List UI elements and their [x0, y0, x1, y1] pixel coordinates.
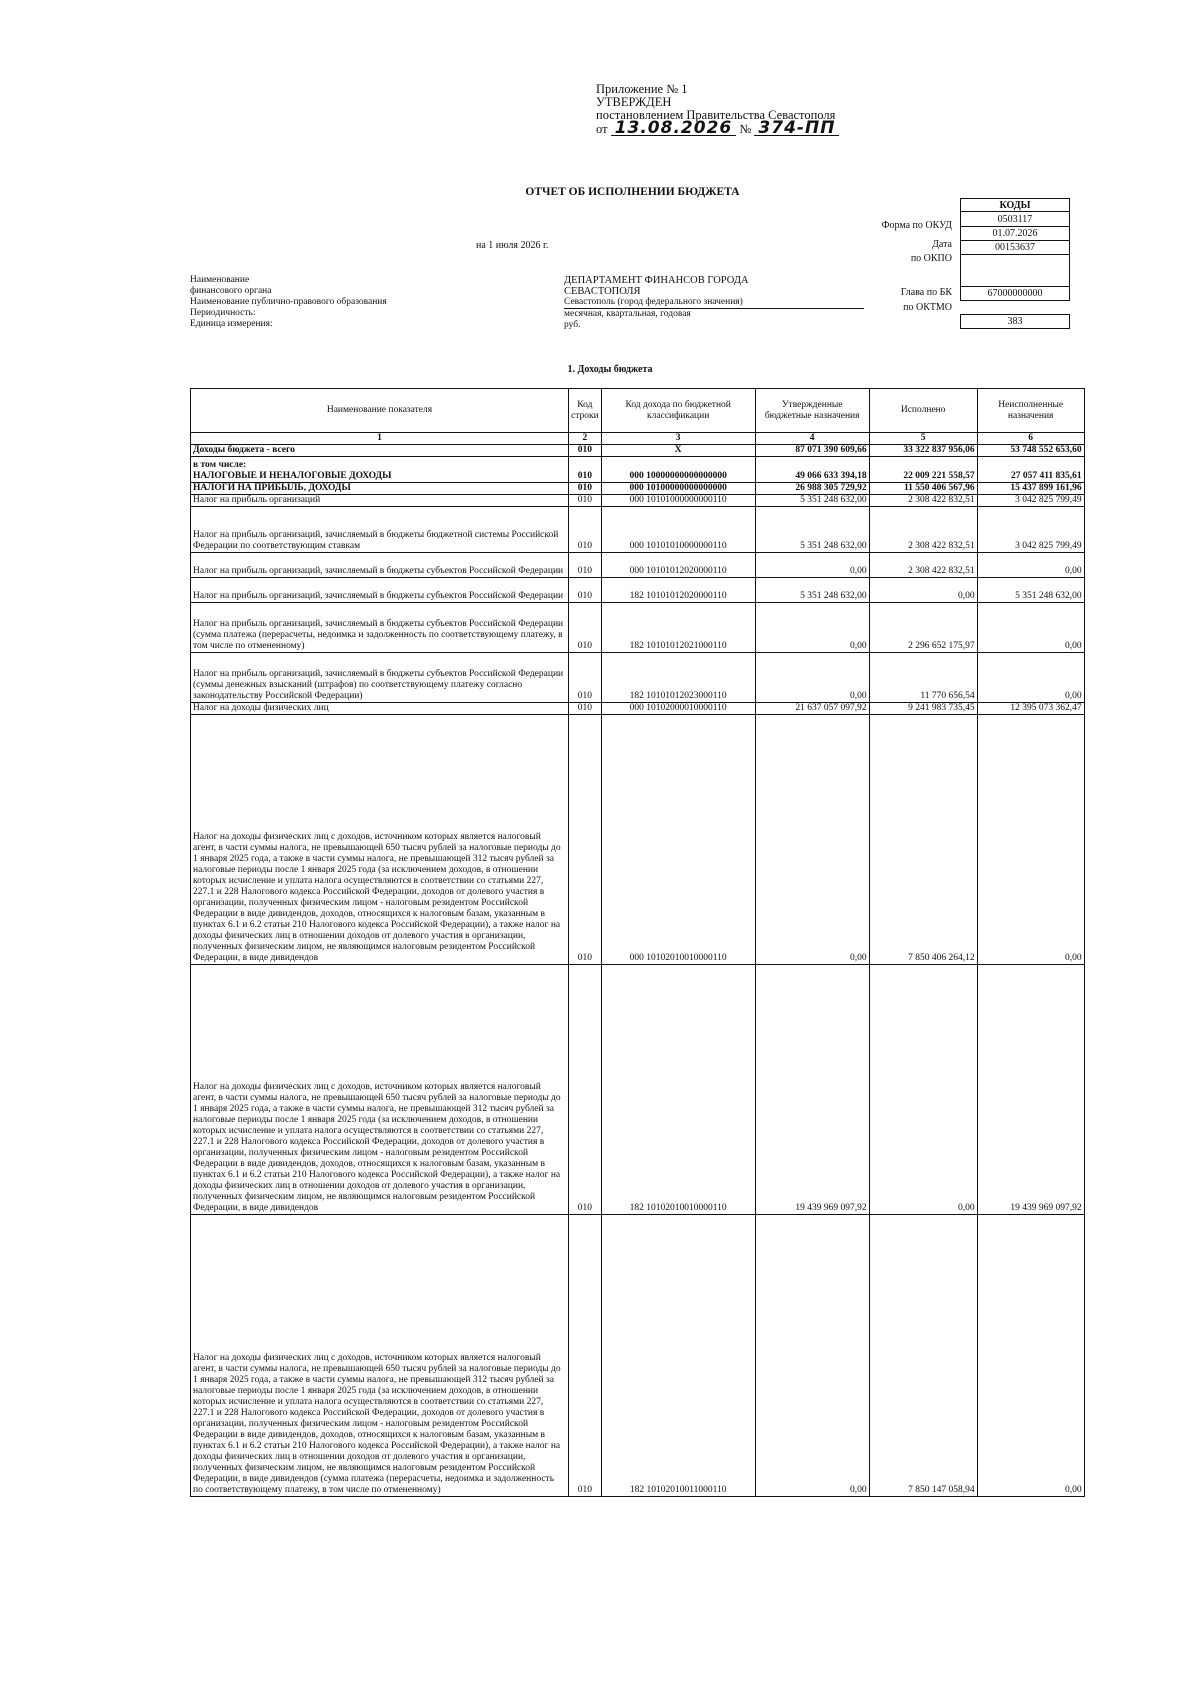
- row-approved: 21 637 057 097,92: [755, 703, 869, 715]
- row-approved: 19 439 969 097,92: [755, 965, 869, 1215]
- row-approved: 49 066 633 394,18: [755, 457, 869, 483]
- row-income-code: 000 10102010010000110: [601, 715, 755, 965]
- row-name: Налог на прибыль организаций, зачисляемый в бюджеты субъектов Российской Федерации (сумма платежа (перерасчеты, недоимка и задолженность по соответствующему платежу, в том числе по отмененному): [191, 603, 569, 653]
- row-approved: 26 988 305 729,92: [755, 483, 869, 495]
- row-line-code: 010: [569, 507, 602, 553]
- pub-label: Наименование публично-правового образования: [190, 297, 387, 307]
- col-header-code: Код дохода по бюджетной классификации: [601, 389, 755, 433]
- table-row: [191, 445, 1085, 457]
- row-line-code: 010: [569, 715, 602, 965]
- row-approved: 5 351 248 632,00: [755, 578, 869, 603]
- row-done: 7 850 147 058,94: [869, 1215, 977, 1497]
- row-name: Налог на прибыль организаций, зачисляемый в бюджеты бюджетной системы Российской Федерации по соответствующим ставкам: [191, 507, 569, 553]
- row-income-code: 000 10101012020000110: [601, 553, 755, 578]
- row-income-code: 000 10000000000000000: [601, 457, 755, 483]
- table-row: [191, 653, 1085, 703]
- row-name: Налог на доходы физических лиц с доходов, источником которых является налоговый агент, в части суммы налога, не превышающей 650 тысяч рублей за налоговые периоды до 1 января 2025 года, а также в части суммы налога, не превышающей 312 тысяч рублей за налоговые периоды после 1 января 2025 года (за исключением доходов, в отношении которых исчисление и уплата налога осуществляются в соответствии со статьями 227, 227.1 и 228 Налогового кодекса Российской Федерации, доходов от долевого участия в организации, полученных физическим лицом - налоговым резидентом Российской Федерации в виде дивидендов, доходов, относящихся к налоговым базам, указанным в пунктах 6.1 и 6.2 статьи 210 Налогового кодекса Российской Федерации), а также налог на доходы физических лиц в отношении доходов от долевого участия в организации, полученных физическим лицом, не являющимся налоговым резидентом Российской Федерации, в виде дивидендов: [191, 715, 569, 965]
- row-approved: 0,00: [755, 653, 869, 703]
- row-done: 0,00: [869, 578, 977, 603]
- row-name: Налог на прибыль организаций: [191, 495, 569, 507]
- row-done: 2 308 422 832,51: [869, 495, 977, 507]
- handwritten-number: 374-ПП: [754, 122, 839, 136]
- table-colnum-row: [191, 433, 1085, 445]
- row-line-code: 010: [569, 495, 602, 507]
- row-undone: 0,00: [977, 715, 1084, 965]
- revenue-table: [190, 388, 1085, 1497]
- row-income-code: 000 10102000010000110: [601, 703, 755, 715]
- table-row: [191, 457, 1085, 483]
- row-line-code: 010: [569, 457, 602, 483]
- col-header-done: Исполнено: [869, 389, 977, 433]
- table-row: [191, 603, 1085, 653]
- row-done: 2 308 422 832,51: [869, 507, 977, 553]
- date-prefix: от: [596, 122, 608, 136]
- approval-date-line: [596, 118, 839, 138]
- row-line-code: 010: [569, 653, 602, 703]
- row-approved: 5 351 248 632,00: [755, 495, 869, 507]
- row-undone: 3 042 825 799,49: [977, 495, 1084, 507]
- row-name: Налог на доходы физических лиц с доходов, источником которых является налоговый агент, в части суммы налога, не превышающей 650 тысяч рублей за налоговые периоды до 1 января 2025 года, а также в части суммы налога, не превышающей 312 тысяч рублей за налоговые периоды после 1 января 2025 года (за исключением доходов, в отношении которых исчисление и уплата налога осуществляются в соответствии со статьями 227, 227.1 и 228 Налогового кодекса Российской Федерации, доходов от долевого участия в организации, полученных физическим лицом - налоговым резидентом Российской Федерации в виде дивидендов, доходов, относящихся к налоговым базам, указанным в пунктах 6.1 и 6.2 статьи 210 Налогового кодекса Российской Федерации), а также налог на доходы физических лиц в отношении доходов от долевого участия в организации, полученных физическим лицом, не являющимся налоговым резидентом Российской Федерации, в виде дивидендов (сумма платежа (перерасчеты, недоимка и задолженность по соответствующему платежу, в том числе по отмененному): [191, 1215, 569, 1497]
- row-approved: 0,00: [755, 715, 869, 965]
- org-label-line2: финансового органа: [190, 286, 272, 296]
- table-row: [191, 553, 1085, 578]
- resolution-label: постановлением Правительства Севастополя: [596, 108, 836, 122]
- number-prefix: №: [739, 122, 752, 136]
- row-done: 9 241 983 735,45: [869, 703, 977, 715]
- row-approved: 0,00: [755, 1215, 869, 1497]
- row-income-code: 182 10101012021000110: [601, 603, 755, 653]
- approval-header: [596, 83, 839, 136]
- row-line-code: 010: [569, 553, 602, 578]
- row-income-code: 000 10101000000000110: [601, 495, 755, 507]
- handwritten-date: 13.08.2026: [611, 122, 737, 136]
- oktmo-label: по ОКТМО: [903, 302, 952, 313]
- table-row: [191, 1215, 1085, 1497]
- section-title: 1. Доходы бюджета: [567, 364, 653, 375]
- row-line-code: 010: [569, 1215, 602, 1497]
- table-row: [191, 965, 1085, 1215]
- table-row: [191, 507, 1085, 553]
- row-done: 0,00: [869, 965, 977, 1215]
- unit-code-value: 383: [961, 315, 1070, 329]
- org-values: [564, 275, 864, 331]
- row-done: 2 296 652 175,97: [869, 603, 977, 653]
- row-done: 33 322 837 956,06: [869, 445, 977, 457]
- row-income-code: 000 10101010000000110: [601, 507, 755, 553]
- row-income-code: 182 10102010011000110: [601, 1215, 755, 1497]
- row-approved: 0,00: [755, 553, 869, 578]
- col-header-undone: Неисполненные назначения: [977, 389, 1084, 433]
- row-income-code: 182 10101012020000110: [601, 578, 755, 603]
- row-undone: 0,00: [977, 553, 1084, 578]
- table-header-row: [191, 389, 1085, 433]
- row-line-code: 010: [569, 965, 602, 1215]
- row-undone: 0,00: [977, 653, 1084, 703]
- table-row: [191, 578, 1085, 603]
- row-approved: 87 071 390 609,66: [755, 445, 869, 457]
- row-name: Налог на доходы физических лиц: [191, 703, 569, 715]
- row-undone: 19 439 969 097,92: [977, 965, 1084, 1215]
- org-label-line1: Наименование: [190, 275, 250, 285]
- col-header-approved: Утвержденные бюджетные назначения: [755, 389, 869, 433]
- row-undone: 0,00: [977, 1215, 1084, 1497]
- col-number: 3: [601, 433, 755, 445]
- col-number: 6: [977, 433, 1084, 445]
- row-line-code: 010: [569, 445, 602, 457]
- row-approved: 5 351 248 632,00: [755, 507, 869, 553]
- row-line-code: 010: [569, 603, 602, 653]
- oktmo-value: 67000000000: [961, 287, 1070, 301]
- okpo-label: по ОКПО: [910, 253, 952, 264]
- col-header-line: Код строки: [569, 389, 602, 433]
- org-value-line2: СЕВАСТОПОЛЯ: [564, 286, 641, 297]
- okpo-value: 00153637: [961, 241, 1070, 255]
- row-name: Налог на доходы физических лиц с доходов, источником которых является налоговый агент, в части суммы налога, не превышающей 650 тысяч рублей за налоговые периоды до 1 января 2025 года, а также в части суммы налога, не превышающей 312 тысяч рублей за налоговые периоды после 1 января 2025 года (за исключением доходов, в отношении которых исчисление и уплата налога осуществляются в соответствии со статьями 227, 227.1 и 228 Налогового кодекса Российской Федерации, доходов от долевого участия в организации, полученных физическим лицом - налоговым резидентом Российской Федерации в виде дивидендов, доходов, относящихся к налоговым базам, указанным в пунктах 6.1 и 6.2 статьи 210 Налогового кодекса Российской Федерации), а также налог на доходы физических лиц в отношении доходов от долевого участия в организации, полученных физическим лицом, не являющимся налоговым резидентом Российской Федерации, в виде дивидендов: [191, 965, 569, 1215]
- row-undone: 12 395 073 362,47: [977, 703, 1084, 715]
- period-label: Периодичность:: [190, 308, 256, 318]
- org-label: [190, 275, 387, 330]
- row-done: 22 009 221 558,57: [869, 457, 977, 483]
- unit-label: Единица измерения:: [190, 319, 273, 329]
- row-done: 7 850 406 264,12: [869, 715, 977, 965]
- row-name: Налог на прибыль организаций, зачисляемый в бюджеты субъектов Российской Федерации: [191, 578, 569, 603]
- table-row: [191, 715, 1085, 965]
- okud-value: 0503117: [961, 212, 1070, 227]
- period-value: месячная, квартальная, годовая: [564, 309, 691, 319]
- row-name: НАЛОГИ НА ПРИБЫЛЬ, ДОХОДЫ: [191, 483, 569, 495]
- row-line-code: 010: [569, 703, 602, 715]
- table-row: [191, 495, 1085, 507]
- unit-value: руб.: [564, 320, 581, 330]
- org-value-line1: ДЕПАРТАМЕНТ ФИНАНСОВ ГОРОДА: [564, 275, 749, 286]
- col-number: 2: [569, 433, 602, 445]
- date-label: Дата: [932, 239, 952, 250]
- col-number: 5: [869, 433, 977, 445]
- report-date: на 1 июля 2026 г.: [476, 240, 549, 251]
- codes-table: [960, 198, 1070, 329]
- row-income-code: 182 10101012023000110: [601, 653, 755, 703]
- table-row: [191, 703, 1085, 715]
- row-approved: 0,00: [755, 603, 869, 653]
- col-number: 4: [755, 433, 869, 445]
- bk-label: Глава по БК: [900, 287, 952, 298]
- row-done: 11 770 656,54: [869, 653, 977, 703]
- row-undone: 5 351 248 632,00: [977, 578, 1084, 603]
- bk-value: [961, 255, 1070, 287]
- row-undone: 3 042 825 799,49: [977, 507, 1084, 553]
- row-name: Налог на прибыль организаций, зачисляемый в бюджеты субъектов Российской Федерации: [191, 553, 569, 578]
- row-income-code: 000 10100000000000000: [601, 483, 755, 495]
- col-header-name: Наименование показателя: [191, 389, 569, 433]
- row-income-code: X: [601, 445, 755, 457]
- row-name: Доходы бюджета - всего: [191, 445, 569, 457]
- document-title: ОТЧЕТ ОБ ИСПОЛНЕНИИ БЮДЖЕТА: [525, 186, 740, 198]
- approved-label: УТВЕРЖДЕН: [596, 95, 672, 109]
- row-undone: 15 437 899 161,96: [977, 483, 1084, 495]
- row-line-code: 010: [569, 483, 602, 495]
- row-name: Налог на прибыль организаций, зачисляемый в бюджеты субъектов Российской Федерации (суммы денежных взысканий (штрафов) по соответствующему платежу согласно законодательству Российской Федерации): [191, 653, 569, 703]
- row-income-code: 182 10102010010000110: [601, 965, 755, 1215]
- col-number: 1: [191, 433, 569, 445]
- row-undone: 0,00: [977, 603, 1084, 653]
- date-value: 01.07.2026: [961, 227, 1070, 241]
- row-undone: 27 057 411 835,61: [977, 457, 1084, 483]
- row-done: 11 550 406 567,96: [869, 483, 977, 495]
- row-line-code: 010: [569, 578, 602, 603]
- table-row: [191, 483, 1085, 495]
- row-done: 2 308 422 832,51: [869, 553, 977, 578]
- row-name: в том числе: НАЛОГОВЫЕ И НЕНАЛОГОВЫЕ ДОХОДЫ: [191, 457, 569, 483]
- appendix-label: Приложение № 1: [596, 82, 688, 96]
- row-undone: 53 748 552 653,60: [977, 445, 1084, 457]
- codes-header: КОДЫ: [961, 199, 1070, 212]
- pub-value: Севастополь (город федерального значения): [564, 297, 864, 309]
- okud-label: Форма по ОКУД: [881, 220, 952, 231]
